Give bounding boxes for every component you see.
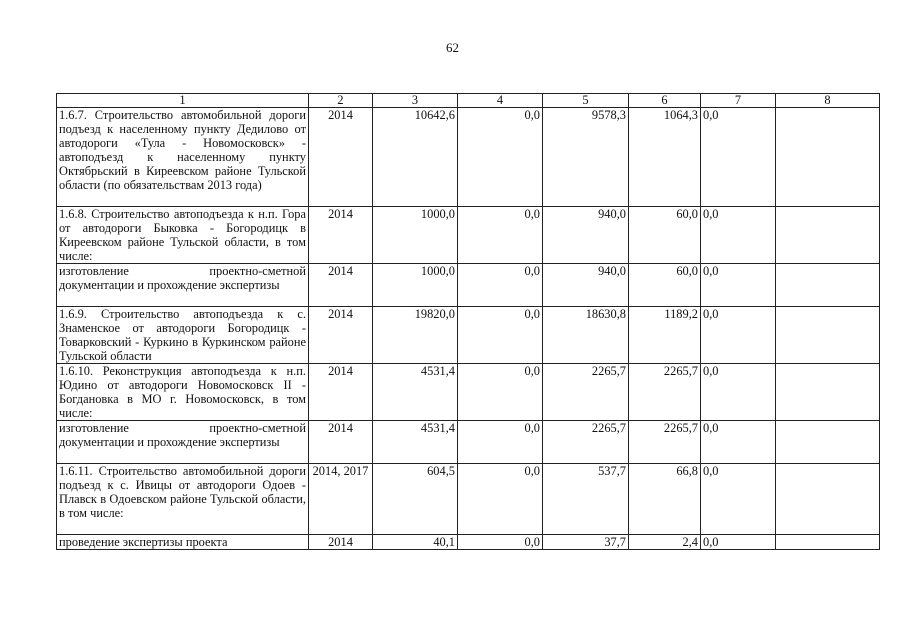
value-cell: 18630,8 (543, 307, 629, 364)
value-cell: 19820,0 (373, 307, 458, 364)
empty-cell (776, 108, 880, 207)
table-row (57, 421, 880, 464)
value-cell: 2265,7 (629, 421, 701, 464)
year-cell: 2014 (309, 207, 373, 264)
year-cell: 2014, 2017 (309, 464, 373, 535)
value-cell: 1189,2 (629, 307, 701, 364)
value-cell: 2265,7 (543, 364, 629, 421)
header-cell: 3 (373, 94, 458, 108)
value-cell: 0,0 (458, 108, 543, 207)
empty-cell (776, 364, 880, 421)
value-cell: 0,0 (701, 464, 776, 535)
table-row (57, 364, 880, 421)
value-cell: 0,0 (458, 421, 543, 464)
table-row (57, 535, 880, 550)
value-cell: 537,7 (543, 464, 629, 535)
description-cell: 1.6.9. Строительство автоподъезда к с. Знаменское от автодороги Богородицк - Товарковский - Куркино в Куркинском районе Тульской области (57, 307, 309, 364)
value-cell: 0,0 (701, 364, 776, 421)
empty-cell (776, 464, 880, 535)
value-cell: 2,4 (629, 535, 701, 550)
value-cell: 1064,3 (629, 108, 701, 207)
value-cell: 604,5 (373, 464, 458, 535)
value-cell: 0,0 (458, 364, 543, 421)
value-cell: 60,0 (629, 207, 701, 264)
value-cell: 0,0 (701, 108, 776, 207)
value-cell: 0,0 (701, 207, 776, 264)
value-cell: 0,0 (458, 464, 543, 535)
table-header-row (57, 94, 880, 108)
value-cell: 66,8 (629, 464, 701, 535)
value-cell: 4531,4 (373, 421, 458, 464)
value-cell: 60,0 (629, 264, 701, 307)
table-row (57, 108, 880, 207)
value-cell: 0,0 (701, 264, 776, 307)
value-cell: 37,7 (543, 535, 629, 550)
header-cell: 5 (543, 94, 629, 108)
header-cell: 2 (309, 94, 373, 108)
empty-cell (776, 307, 880, 364)
year-cell: 2014 (309, 264, 373, 307)
value-cell: 0,0 (458, 307, 543, 364)
table-row (57, 264, 880, 307)
value-cell: 1000,0 (373, 207, 458, 264)
year-cell: 2014 (309, 535, 373, 550)
value-cell: 0,0 (458, 264, 543, 307)
header-cell: 4 (458, 94, 543, 108)
description-cell: изготовление проектно-сметной документации и прохождение экспертизы (57, 264, 309, 307)
value-cell: 2265,7 (543, 421, 629, 464)
value-cell: 940,0 (543, 264, 629, 307)
description-cell: 1.6.7. Строительство автомобильной дороги подъезд к населенному пункту Дедилово от автодороги «Тула - Новомосковск» - автоподъезд к населенному пункту Октябрьский в Киреевском районе Тульской области (по обязательствам 2013 года) (57, 108, 309, 207)
header-cell: 8 (776, 94, 880, 108)
value-cell: 1000,0 (373, 264, 458, 307)
description-cell: проведение экспертизы проекта (57, 535, 309, 550)
value-cell: 940,0 (543, 207, 629, 264)
description-cell: 1.6.11. Строительство автомобильной дороги подъезд к с. Ивицы от автодороги Одоев - Плавск в Одоевском районе Тульской области, в том числе: (57, 464, 309, 535)
description-cell: 1.6.8. Строительство автоподъезда к н.п. Гора от автодороги Быковка - Богородицк в Киреевском районе Тульской области, в том числе: (57, 207, 309, 264)
empty-cell (776, 535, 880, 550)
empty-cell (776, 421, 880, 464)
value-cell: 10642,6 (373, 108, 458, 207)
table-row (57, 207, 880, 264)
header-cell: 6 (629, 94, 701, 108)
budget-table (56, 93, 880, 550)
empty-cell (776, 207, 880, 264)
page-number: 62 (446, 40, 459, 55)
value-cell: 0,0 (458, 535, 543, 550)
header-cell: 1 (57, 94, 309, 108)
description-cell: 1.6.10. Реконструкция автоподъезда к н.п. Юдино от автодороги Новомосковск II - Богдановка в МО г. Новомосковск, в том числе: (57, 364, 309, 421)
year-cell: 2014 (309, 108, 373, 207)
year-cell: 2014 (309, 364, 373, 421)
value-cell: 40,1 (373, 535, 458, 550)
value-cell: 9578,3 (543, 108, 629, 207)
table-row (57, 307, 880, 364)
value-cell: 0,0 (458, 207, 543, 264)
value-cell: 0,0 (701, 535, 776, 550)
year-cell: 2014 (309, 421, 373, 464)
header-cell: 7 (701, 94, 776, 108)
value-cell: 0,0 (701, 307, 776, 364)
value-cell: 4531,4 (373, 364, 458, 421)
description-cell: изготовление проектно-сметной документации и прохождение экспертизы (57, 421, 309, 464)
year-cell: 2014 (309, 307, 373, 364)
value-cell: 2265,7 (629, 364, 701, 421)
value-cell: 0,0 (701, 421, 776, 464)
table-row (57, 464, 880, 535)
empty-cell (776, 264, 880, 307)
